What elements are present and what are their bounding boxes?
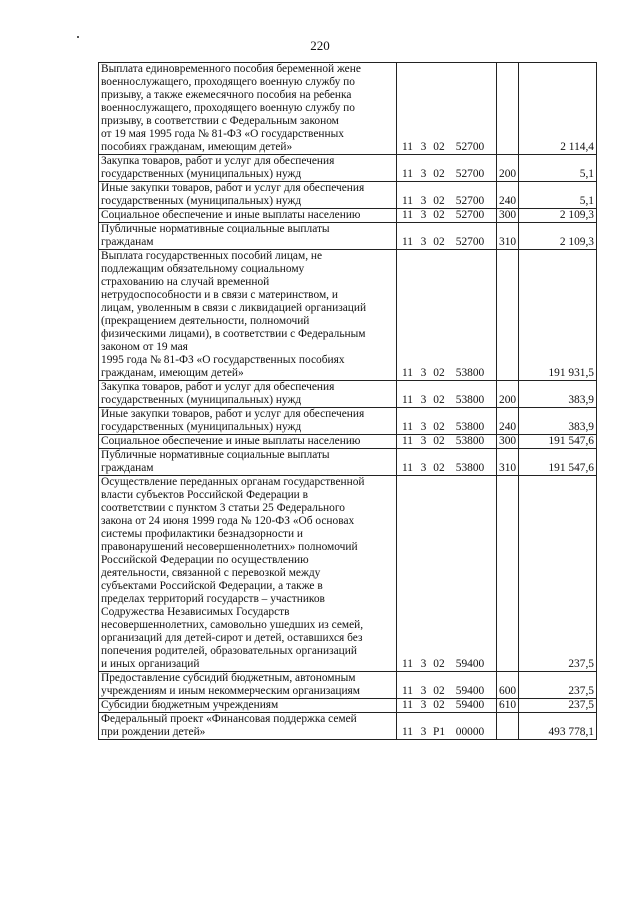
code-segment: 3 xyxy=(420,726,427,738)
row-description: Субсидии бюджетным учреждениям xyxy=(99,699,397,713)
code-segment: 11 xyxy=(402,168,413,180)
row-classification-code xyxy=(397,713,497,740)
row-classification-code xyxy=(397,381,497,408)
row-description: Публичные нормативные социальные выплаты гражданам xyxy=(99,223,397,250)
table-row xyxy=(99,699,597,713)
code-segment: 3 xyxy=(420,141,427,153)
table-row xyxy=(99,435,597,449)
row-amount: 237,5 xyxy=(519,672,597,699)
table-row xyxy=(99,381,597,408)
code-segment: 3 xyxy=(420,435,427,447)
row-expense-type: 300 xyxy=(497,435,519,449)
code-segment: 11 xyxy=(402,685,413,697)
table-row xyxy=(99,155,597,182)
code-segment: 53800 xyxy=(455,435,485,447)
code-segment: 59400 xyxy=(455,685,485,697)
row-expense-type: 200 xyxy=(497,381,519,408)
row-description: Федеральный проект «Финансовая поддержка семей при рождении детей» xyxy=(99,713,397,740)
row-expense-type: 300 xyxy=(497,209,519,223)
code-segment: 02 xyxy=(433,394,445,406)
table-row xyxy=(99,209,597,223)
row-amount: 191 547,6 xyxy=(519,435,597,449)
code-segment: 59400 xyxy=(455,699,485,711)
code-segment: 52700 xyxy=(455,236,485,248)
row-classification-code xyxy=(397,699,497,713)
code-segment: 02 xyxy=(433,141,445,153)
row-description: Осуществление переданных органам государственной власти субъектов Российской Федерации в соответствии с пунктом 3 статьи 25 Федерального закона от 24 июня 1999 года № 120-ФЗ «Об основах системы профилактики безнадзорности и правонарушений несовершеннолетних» полномочий Российской Федерации по осуществлению деятельности, связанной с перевозкой между субъектами Российской Федерации, а также в пределах территорий государств – участников Содружества Независимых Государств несовершеннолетних, самовольно ушедших из семей, организаций для детей-сирот и детей, оставшихся без попечения родителей, образовательных организаций и иных организаций xyxy=(99,476,397,672)
code-segment: 3 xyxy=(420,168,427,180)
row-amount: 2 114,4 xyxy=(519,63,597,155)
row-classification-code xyxy=(397,155,497,182)
row-expense-type: 610 xyxy=(497,699,519,713)
code-segment: 3 xyxy=(420,367,427,379)
code-segment: 02 xyxy=(433,435,445,447)
code-segment: 02 xyxy=(433,168,445,180)
code-segment: 53800 xyxy=(455,421,485,433)
table-row xyxy=(99,223,597,250)
code-segment: 3 xyxy=(420,699,427,711)
row-description: Иные закупки товаров, работ и услуг для обеспечения государственных (муниципальных) нужд xyxy=(99,182,397,209)
row-expense-type xyxy=(497,476,519,672)
row-description: Закупка товаров, работ и услуг для обеспечения государственных (муниципальных) нужд xyxy=(99,155,397,182)
code-segment: 02 xyxy=(433,367,445,379)
code-segment: 11 xyxy=(402,658,413,670)
row-classification-code xyxy=(397,476,497,672)
code-segment: 02 xyxy=(433,209,445,221)
row-description: Предоставление субсидий бюджетным, автономным учреждениям и иным некоммерческим организациям xyxy=(99,672,397,699)
code-segment: 52700 xyxy=(455,209,485,221)
code-segment: 11 xyxy=(402,394,413,406)
code-segment: 02 xyxy=(433,658,445,670)
code-segment: 11 xyxy=(402,141,413,153)
table-row xyxy=(99,63,597,155)
code-segment: 00000 xyxy=(455,726,485,738)
row-classification-code xyxy=(397,209,497,223)
code-segment: 3 xyxy=(420,394,427,406)
code-segment: 02 xyxy=(433,699,445,711)
table-row xyxy=(99,182,597,209)
code-segment: 3 xyxy=(420,195,427,207)
code-segment: 11 xyxy=(402,421,413,433)
row-classification-code xyxy=(397,408,497,435)
code-segment: 02 xyxy=(433,462,445,474)
row-amount: 5,1 xyxy=(519,155,597,182)
code-segment: 11 xyxy=(402,195,413,207)
code-segment: 53800 xyxy=(455,367,485,379)
page-number: 220 xyxy=(310,38,330,53)
row-expense-type xyxy=(497,250,519,381)
row-description: Публичные нормативные социальные выплаты гражданам xyxy=(99,449,397,476)
code-segment: 53800 xyxy=(455,394,485,406)
row-classification-code xyxy=(397,672,497,699)
row-amount: 383,9 xyxy=(519,381,597,408)
code-segment: 11 xyxy=(402,435,413,447)
code-segment: 3 xyxy=(420,462,427,474)
row-amount: 383,9 xyxy=(519,408,597,435)
row-description: Иные закупки товаров, работ и услуг для обеспечения государственных (муниципальных) нужд xyxy=(99,408,397,435)
row-classification-code xyxy=(397,63,497,155)
code-segment: 02 xyxy=(433,685,445,697)
table-row xyxy=(99,713,597,740)
code-segment: 53800 xyxy=(455,462,485,474)
code-segment: 11 xyxy=(402,699,413,711)
code-segment: 02 xyxy=(433,236,445,248)
row-expense-type xyxy=(497,713,519,740)
code-segment: 02 xyxy=(433,195,445,207)
code-segment: 11 xyxy=(402,462,413,474)
row-description: Выплата единовременного пособия беременной жене военнослужащего, проходящего военную службу по призыву, а также ежемесячного пособия на ребенка военнослужащего, проходящего военную службу по призыву, в соответствии с Федеральным законом от 19 мая 1995 года № 81-ФЗ «О государственных пособиях гражданам, имеющим детей» xyxy=(99,63,397,155)
row-expense-type: 310 xyxy=(497,449,519,476)
row-expense-type xyxy=(497,63,519,155)
row-expense-type: 310 xyxy=(497,223,519,250)
row-classification-code xyxy=(397,250,497,381)
budget-table-body xyxy=(99,63,597,740)
code-segment: 59400 xyxy=(455,658,485,670)
row-amount: 493 778,1 xyxy=(519,713,597,740)
code-segment: P1 xyxy=(432,726,446,738)
code-segment: 3 xyxy=(420,209,427,221)
row-amount: 5,1 xyxy=(519,182,597,209)
table-row xyxy=(99,449,597,476)
row-expense-type: 240 xyxy=(497,408,519,435)
code-segment: 11 xyxy=(402,367,413,379)
code-segment: 52700 xyxy=(455,195,485,207)
code-segment: 52700 xyxy=(455,168,485,180)
code-segment: 3 xyxy=(420,421,427,433)
row-description: Выплата государственных пособий лицам, не подлежащим обязательному социальному страхованию на случай временной нетрудоспособности и в связи с материнством, и лицам, уволенным в связи с ликвидацией организаций (прекращением деятельности, полномочий физическими лицами), в соответствии с Федеральным законом от 19 мая 1995 года № 81-ФЗ «О государственных пособиях гражданам, имеющим детей» xyxy=(99,250,397,381)
table-row xyxy=(99,250,597,381)
row-description: Закупка товаров, работ и услуг для обеспечения государственных (муниципальных) нужд xyxy=(99,381,397,408)
row-amount: 191 931,5 xyxy=(519,250,597,381)
row-amount: 2 109,3 xyxy=(519,223,597,250)
row-amount: 237,5 xyxy=(519,699,597,713)
row-classification-code xyxy=(397,435,497,449)
code-segment: 3 xyxy=(420,236,427,248)
row-description: Социальное обеспечение и иные выплаты населению xyxy=(99,209,397,223)
row-classification-code xyxy=(397,223,497,250)
code-segment: 11 xyxy=(402,209,413,221)
row-amount: 191 547,6 xyxy=(519,449,597,476)
row-expense-type: 600 xyxy=(497,672,519,699)
budget-table xyxy=(98,62,597,740)
row-amount: 2 109,3 xyxy=(519,209,597,223)
row-expense-type: 200 xyxy=(497,155,519,182)
code-segment: 02 xyxy=(433,421,445,433)
code-segment: 52700 xyxy=(455,141,485,153)
code-segment: 3 xyxy=(420,685,427,697)
code-segment: 11 xyxy=(402,236,413,248)
table-row xyxy=(99,476,597,672)
row-description: Социальное обеспечение и иные выплаты населению xyxy=(99,435,397,449)
row-classification-code xyxy=(397,449,497,476)
code-segment: 11 xyxy=(402,726,413,738)
row-classification-code xyxy=(397,182,497,209)
row-expense-type: 240 xyxy=(497,182,519,209)
table-row xyxy=(99,672,597,699)
code-segment: 3 xyxy=(420,658,427,670)
table-row xyxy=(99,408,597,435)
row-amount: 237,5 xyxy=(519,476,597,672)
